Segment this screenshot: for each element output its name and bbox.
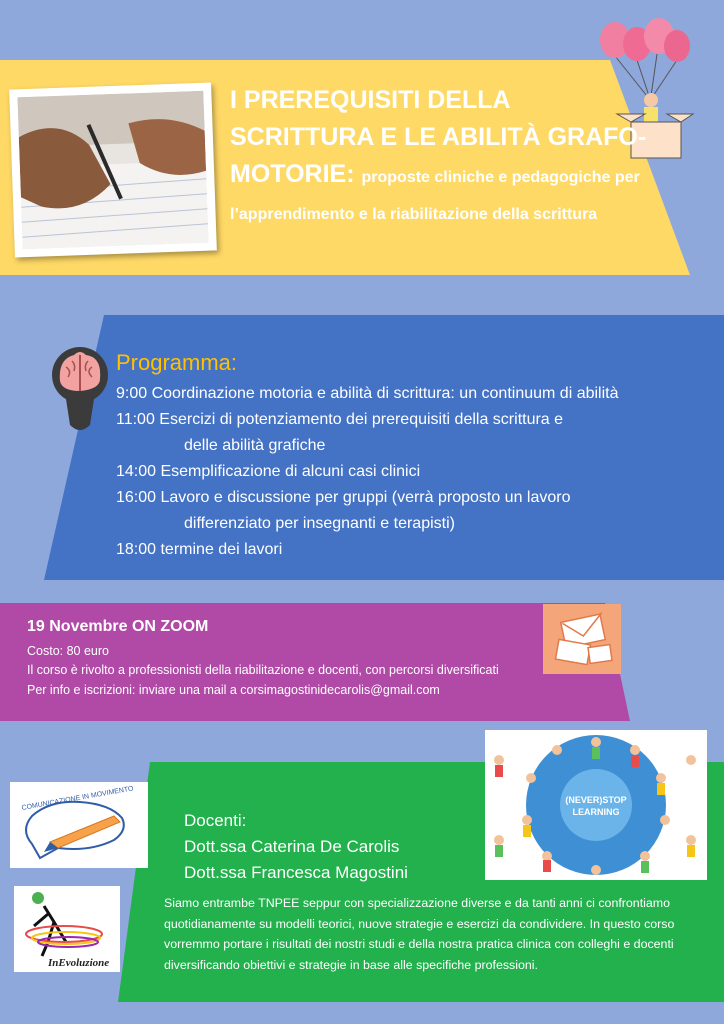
program-item-4-cont: differenziato per insegnanti e terapisti) — [184, 515, 455, 532]
handwriting-photo — [9, 83, 217, 258]
teacher-1: Dott.ssa Caterina De Carolis — [184, 837, 400, 856]
teachers-heading: Docenti: — [184, 811, 247, 830]
comunicazione-in-movimento-logo — [10, 782, 148, 868]
program-item-2-cont: delle abilità grafiche — [184, 437, 326, 454]
teachers-description: Siamo entrambe TNPEE seppur con specializzazione diverse e da tanti anni ci confrontiamo quotidianamente su modelli teorici, nuove strategie e esercizi da condividere. In questo corso vorremmo portare i risultati dei nostri studi e della nostra pratica clinica con colleghi e docenti diversificando obiettivi e strategie in base alle specifiche professioni. — [164, 896, 675, 972]
program-item-1: 9:00 Coordinazione motoria e abilità di scrittura: un continuum di abilità — [116, 385, 619, 402]
teacher-2: Dott.ssa Francesca Magostini — [184, 863, 408, 882]
mail-icon — [543, 604, 621, 674]
inevoluzione-text: InEvoluzione — [48, 957, 110, 969]
learning-text-2: LEARNING — [572, 807, 620, 817]
title-main: I PREREQUISITI DELLA SCRITTURA E LE ABILITÀ GRAFO-MOTORIE: — [230, 86, 647, 188]
program-item-5: 18:00 termine dei lavori — [116, 541, 283, 558]
event-audience: Il corso è rivolto a professionisti della riabilitazione e docenti, con percorsi diversificati — [27, 663, 499, 677]
never-stop-learning-image — [485, 730, 707, 880]
program-item-4: 16:00 Lavoro e discussione per gruppi (verrà proposto un lavoro — [116, 489, 571, 506]
svg-text:COMUNICAZIONE IN MOVIMENTO: COMUNICAZIONE IN MOVIMENTO — [21, 785, 135, 812]
program-heading: Programma: — [116, 350, 238, 375]
brain-bulb-icon — [48, 345, 112, 435]
teachers-block — [184, 808, 408, 886]
event-contact[interactable]: Per info e iscrizioni: inviare una mail a corsimagostinidecarolis@gmail.com — [27, 683, 440, 697]
event-cost: Costo: 80 euro — [27, 644, 109, 658]
learning-text-1: (NEVER)STOP — [565, 795, 627, 805]
title-subtitle: proposte cliniche e pedagogiche per l’apprendimento e la riabilitazione della scrittura — [230, 169, 640, 223]
page-title — [230, 82, 650, 230]
event-date: 19 Novembre ON ZOOM — [27, 618, 209, 635]
program-item-2: 11:00 Esercizi di potenziamento dei prerequisiti della scrittura e — [116, 411, 564, 428]
program-item-3: 14:00 Esemplificazione di alcuni casi clinici — [116, 463, 421, 480]
inevoluzione-logo — [14, 886, 120, 972]
